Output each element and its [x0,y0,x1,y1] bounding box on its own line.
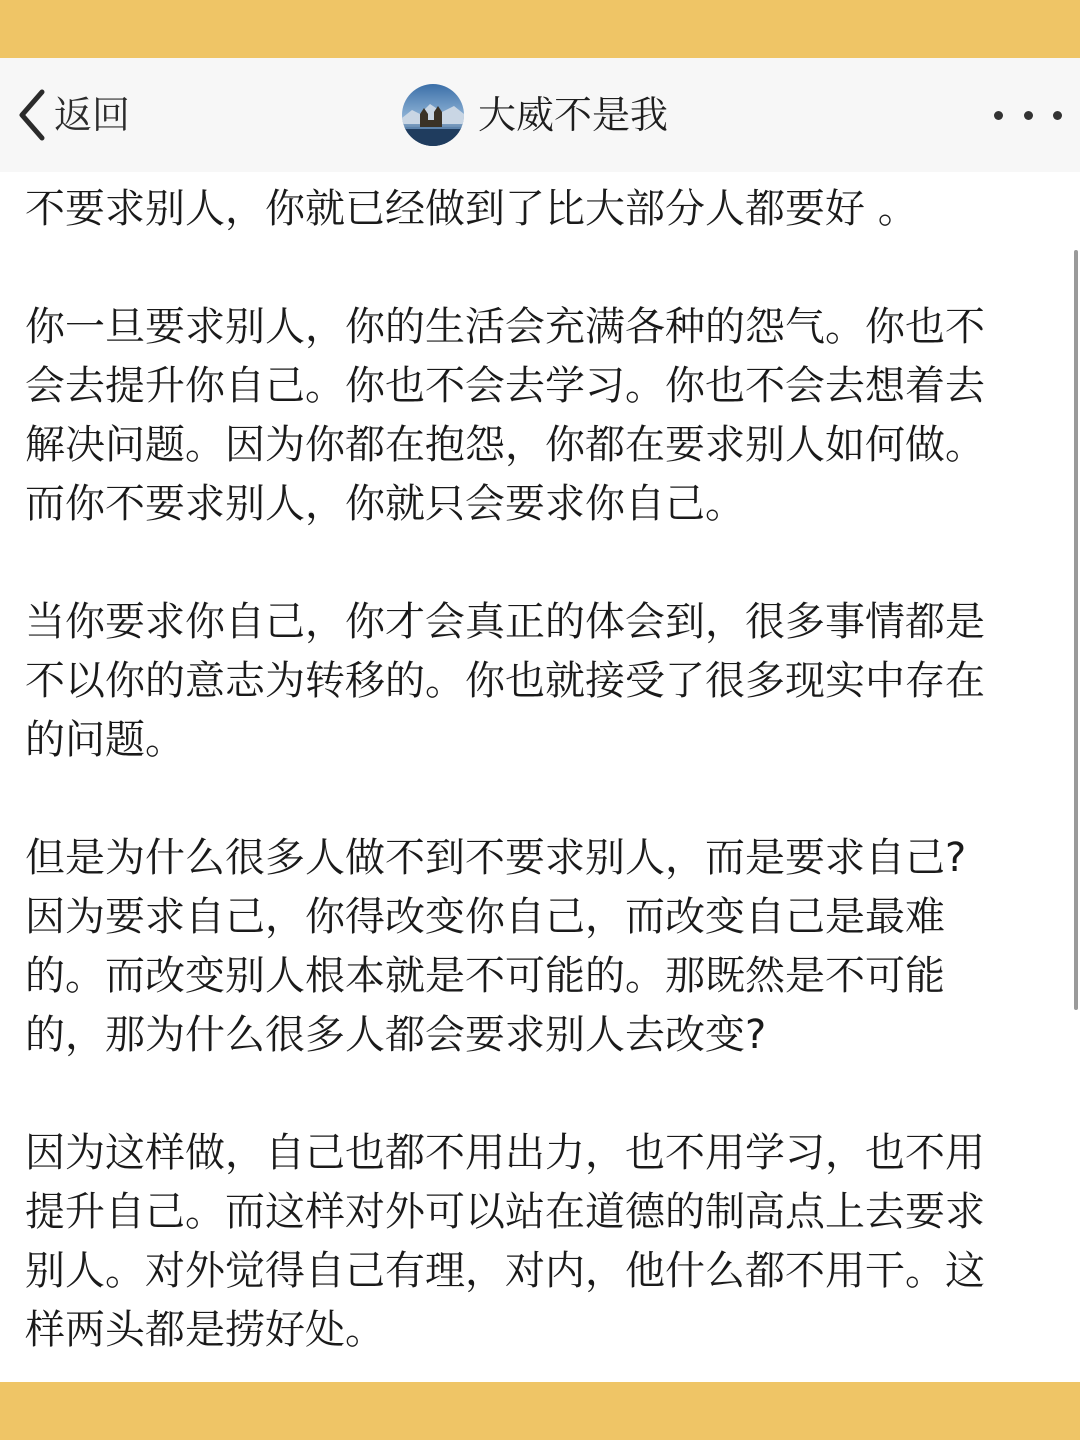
paragraph [25,829,1055,1065]
text-line: 别人。对外觉得自己有理，对内，他什么都不用干。这 [25,1248,985,1294]
text-line: 会去提升你自己。你也不会去学习。你也不会去想着去 [25,363,985,409]
paragraph [25,1124,1055,1360]
text-line: 的，那为什么很多人都会要求别人去改变? [25,1012,767,1058]
text-line: 的问题。 [25,717,185,763]
more-dots-icon [994,111,1003,120]
chevron-left-icon [14,88,50,142]
more-button[interactable] [994,98,1062,132]
more-dots-icon [1053,111,1062,120]
text-line: 因为要求自己，你得改变你自己，而改变自己是最难 [25,894,945,940]
navbar [0,58,1080,172]
text-line: 样两头都是捞好处。 [25,1307,385,1353]
top-band [0,0,1080,58]
text-line: 不要求别人，你就已经做到了比大部分人都要好 。 [25,186,918,232]
text-line: 不以你的意志为转移的。你也就接受了很多现实中存在 [25,658,985,704]
text-line: 当你要求你自己，你才会真正的体会到，很多事情都是 [25,599,985,645]
paragraph [25,180,1055,239]
post-content [25,172,1055,1382]
paragraph [25,593,1055,770]
text-line: 但是为什么很多人做不到不要求别人，而是要求自己? [25,835,967,881]
text-line: 的。而改变别人根本就是不可能的。那既然是不可能 [25,953,945,999]
text-line: 提升自己。而这样对外可以站在道德的制高点上去要求 [25,1189,985,1235]
back-label: 返回 [54,93,131,137]
bottom-band [0,1382,1080,1440]
avatar[interactable] [402,84,464,146]
profile[interactable] [402,83,668,147]
text-line: 你一旦要求别人，你的生活会充满各种的怨气。你也不 [25,304,985,350]
more-dots-icon [1024,111,1033,120]
scrollbar[interactable] [1074,250,1078,1010]
text-line: 因为这样做，自己也都不用出力，也不用学习，也不用 [25,1130,985,1176]
username[interactable]: 大威不是我 [478,93,669,137]
text-line: 而你不要求别人，你就只会要求你自己。 [25,481,745,527]
back-button[interactable] [14,86,130,144]
text-line: 解决问题。因为你都在抱怨，你都在要求别人如何做。 [25,422,985,468]
paragraph [25,298,1055,534]
